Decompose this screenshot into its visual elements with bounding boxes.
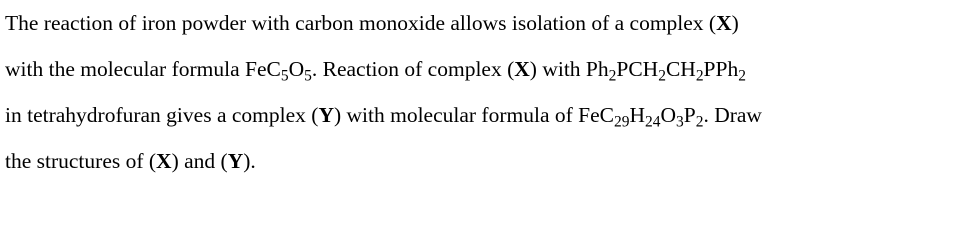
- question-paragraph: [5, 0, 970, 184]
- text-segment: ).: [243, 149, 256, 173]
- subscript: 24: [645, 113, 661, 131]
- text-segment: with the molecular formula FeC: [5, 57, 281, 81]
- compound-label-y: Y: [227, 149, 244, 173]
- question-line-1: [5, 0, 970, 46]
- compound-label-y: Y: [318, 103, 334, 127]
- text-segment: O: [288, 57, 305, 81]
- subscript: 3: [676, 113, 684, 131]
- text-segment: PPh: [703, 57, 739, 81]
- question-line-3: [5, 92, 970, 138]
- subscript: 2: [695, 113, 704, 131]
- text-segment: ) with molecular formula of FeC: [333, 103, 614, 127]
- compound-label-x: X: [716, 11, 732, 35]
- text-segment: PCH: [616, 57, 659, 81]
- subscript: 2: [608, 67, 617, 85]
- subscript: 2: [695, 67, 704, 85]
- subscript: 2: [658, 67, 666, 85]
- text-segment: CH: [665, 57, 696, 81]
- text-segment: ): [731, 11, 739, 35]
- text-segment: The reaction of iron powder with carbon monoxide allows isolation of a complex (: [5, 11, 717, 35]
- text-segment: . Reaction of complex (: [311, 57, 515, 81]
- text-segment: in tetrahydrofuran gives a complex (: [5, 103, 319, 127]
- compound-label-x: X: [156, 149, 172, 173]
- question-line-4: [5, 138, 970, 184]
- text-segment: O: [660, 103, 676, 127]
- subscript: 5: [280, 67, 289, 85]
- text-segment: ) with Ph: [529, 57, 609, 81]
- question-line-2: [5, 46, 970, 92]
- text-segment: ) and (: [171, 149, 228, 173]
- text-segment: H: [629, 103, 645, 127]
- text-segment: P: [683, 103, 696, 127]
- subscript: 2: [738, 67, 746, 85]
- subscript: 5: [304, 67, 312, 85]
- compound-label-x: X: [514, 57, 530, 81]
- text-segment: . Draw: [703, 103, 762, 127]
- text-segment: the structures of (: [5, 149, 157, 173]
- subscript: 29: [614, 113, 630, 131]
